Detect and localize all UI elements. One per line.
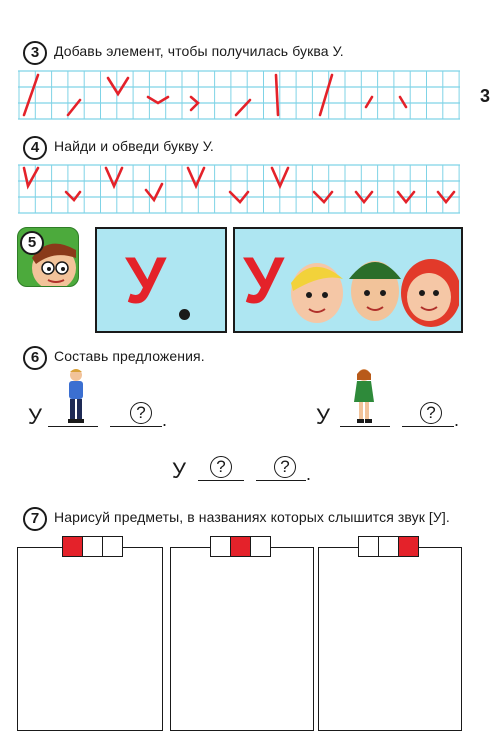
sound-scheme-3 [358, 536, 419, 557]
sentence-2-question: ? [420, 402, 442, 424]
sound-cell-empty [83, 537, 103, 556]
task-4-grid[interactable] [18, 164, 460, 214]
stroke-mark [236, 100, 250, 115]
sound-cell-empty [251, 537, 270, 556]
drawing-frame-3[interactable] [318, 547, 462, 731]
sound-cell-filled [63, 537, 83, 556]
letter-u-variant [146, 184, 162, 200]
page-number: 3 [479, 86, 490, 106]
stroke-mark [24, 75, 38, 115]
panel-2-letter: У [243, 243, 285, 317]
sentence-3-question-1: ? [210, 456, 232, 478]
task-3-number: 3 [23, 41, 47, 65]
drawing-frame-2[interactable] [170, 547, 314, 731]
letter-u-variant [188, 168, 204, 186]
task-3-grid[interactable] [18, 70, 460, 120]
sound-cell-empty [211, 537, 231, 556]
task-4-number: 4 [23, 136, 47, 160]
sentence-3-period: . [306, 464, 312, 484]
panel-1-dot [179, 309, 190, 320]
sound-cell-empty [359, 537, 379, 556]
stroke-mark [400, 97, 406, 107]
task-7-text: Нарисуй предметы, в названиях которых слышится звук [У]. [54, 509, 450, 525]
stroke-mark [108, 78, 128, 94]
panel-1-letter: У [125, 243, 167, 317]
sound-scheme-2 [210, 536, 271, 557]
sound-cell-empty [103, 537, 122, 556]
task-5-panel-2 [233, 227, 463, 333]
sound-cell-empty [379, 537, 399, 556]
sentence-2-period: . [454, 410, 460, 430]
sound-scheme-1 [62, 536, 123, 557]
task-6-number: 6 [23, 346, 47, 370]
children-faces-illustration [283, 239, 459, 329]
task-7-number: 7 [23, 507, 47, 531]
sentence-3-letter: У [172, 458, 186, 483]
sentence-1-question: ? [130, 402, 152, 424]
task-3-text: Добавь элемент, чтобы получилась буква У. [54, 43, 344, 59]
sound-cell-filled [231, 537, 251, 556]
sound-cell-filled [399, 537, 418, 556]
stroke-mark [320, 75, 332, 115]
task-5-panel-1 [95, 227, 227, 333]
letter-u-variant [106, 168, 122, 186]
sentence-1-letter: У [28, 404, 42, 429]
task-4-text: Найди и обведи букву У. [54, 138, 214, 154]
sentence-2-letter: У [316, 404, 330, 429]
letter-u-variant [24, 168, 38, 186]
stroke-mark [148, 97, 168, 103]
stroke-mark [68, 100, 80, 115]
drawing-frame-1[interactable] [17, 547, 163, 731]
sentence-1-blank-1[interactable] [48, 412, 98, 427]
sentence-3-question-2: ? [274, 456, 296, 478]
stroke-mark [276, 75, 278, 115]
sentence-1-period: . [162, 410, 168, 430]
task-5-number: 5 [20, 231, 44, 255]
stroke-mark [366, 97, 372, 107]
sentence-2-blank-1[interactable] [340, 412, 390, 427]
task-6-text: Составь предложения. [54, 348, 205, 364]
